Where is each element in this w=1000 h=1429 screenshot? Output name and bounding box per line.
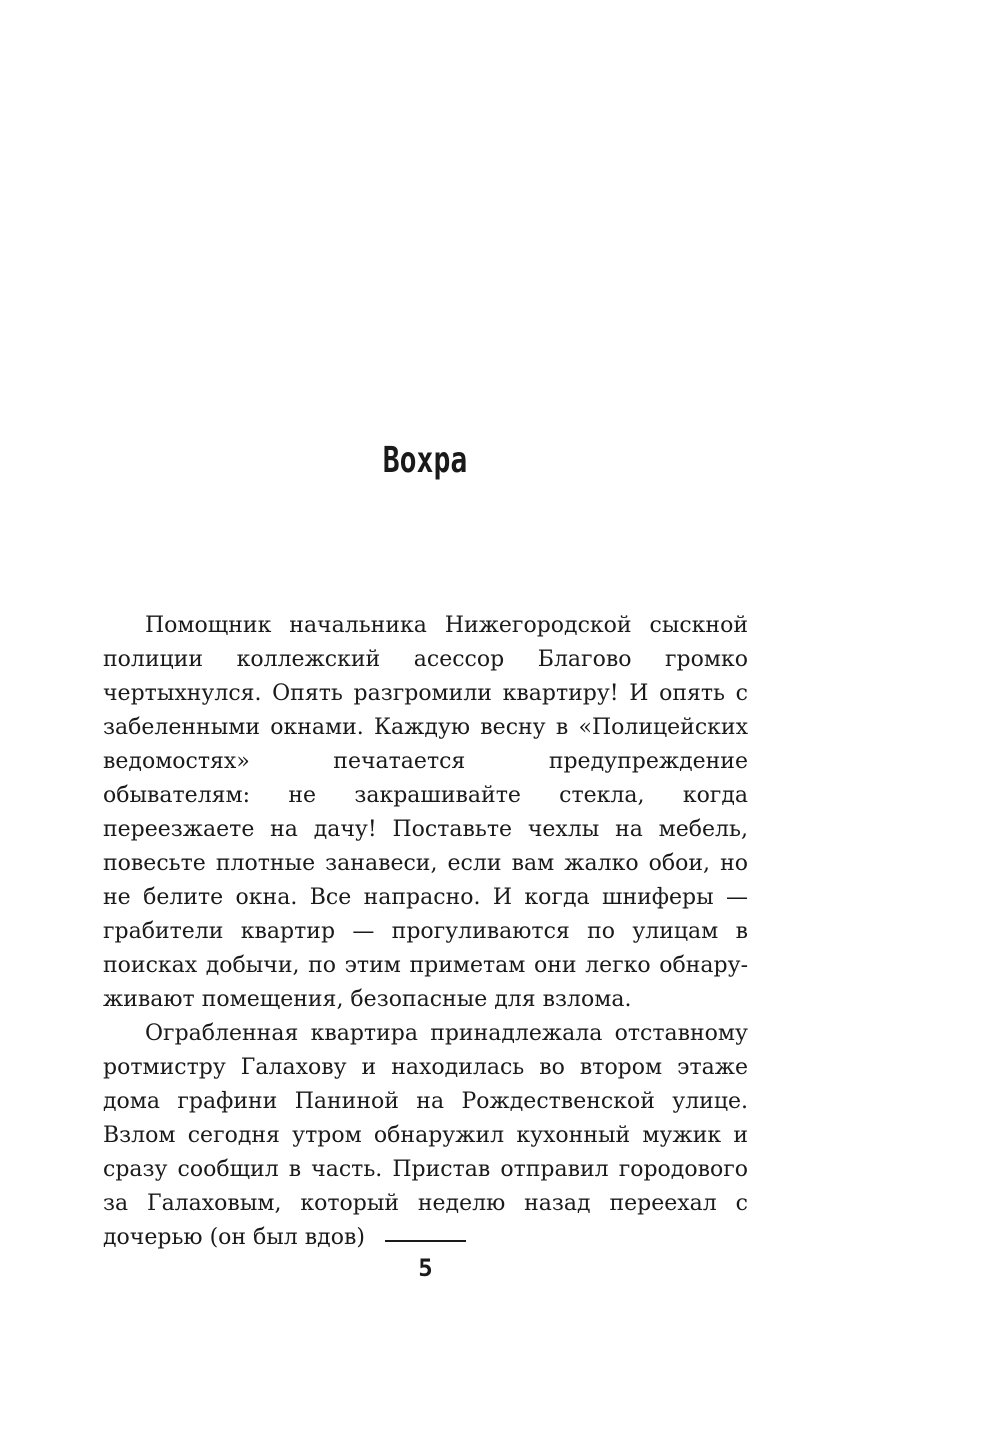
paragraph-1: Помощник начальника Нижегородской сыскной полиции коллежский асессор Благово громко чертыхнулся. Опять разгромили квартиру! И опять с забеленными окнами. Каждую весну в «Полицейских ведомостях» печатается предупреждение обывателям: не закрашивайте стекла, когда переезжаете на дачу! Поставьте чехлы на мебель, повесьте плотные занавеси, если вам жалко обои, но не белите окна. Все напрасно. И когда шниферы — грабители квартир — прогуливаются по улицам в поисках добычи, по этим приметам они легко обнаруживают помещения, безопасные для взлома.: [103, 613, 748, 1012]
page-number: 5: [418, 1254, 433, 1282]
chapter-title: Вохра: [382, 440, 468, 481]
paragraph-2: Ограбленная квартира принадлежала отставному ротмистру Галахову и находилась во втором этаже дома графини Паниной на Рождественской улице. Взлом сегодня утром обнаружил кухонный мужик и сразу сообщил в часть. Пристав отправил городового за Галаховым, который неделю назад переехал с дочерью (он был вдов): [103, 1021, 748, 1250]
body-text: [103, 609, 748, 1255]
footer-divider: [385, 1240, 466, 1242]
